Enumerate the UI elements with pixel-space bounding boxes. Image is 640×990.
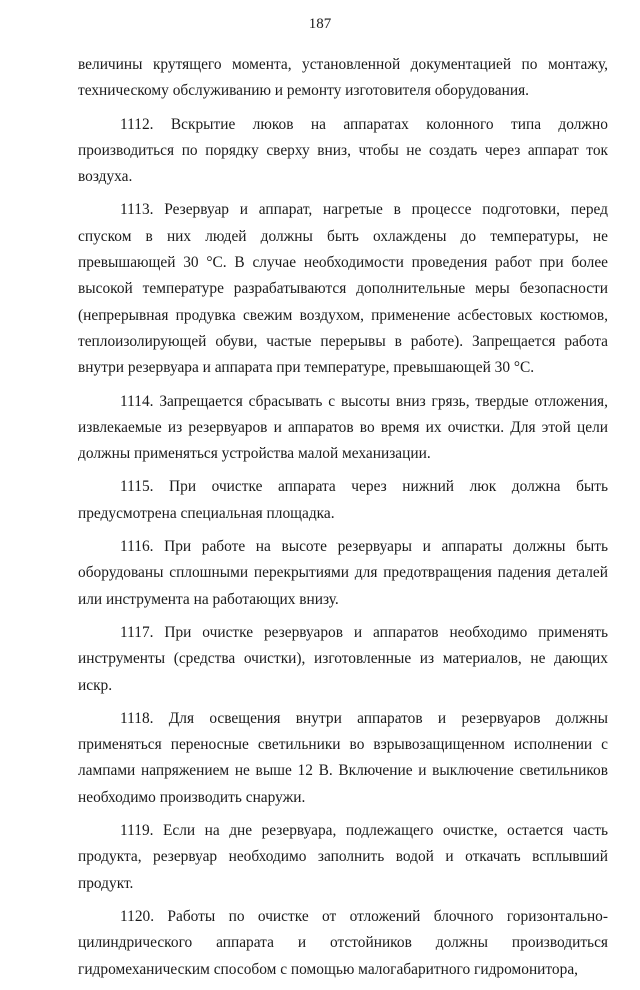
paragraph-1114: 1114. Запрещается сбрасывать с высоты вниз грязь, твердые отложения, извлекаемые из резервуаров и аппаратов во время их очистки. Для этой цели должны применяться устройства малой механизации. [78, 392, 608, 463]
paragraph-1118: 1118. Для освещения внутри аппаратов и резервуаров должны применяться переносные светильники во взрывозащищенном исполнении с лампами напряжением не выше 12 В. Включение и выключение светильников необходимо производить снаружи. [78, 709, 608, 806]
paragraph-1116: 1116. При работе на высоте резервуары и аппараты должны быть оборудованы сплошными перекрытиями для предотвращения падения деталей или инструмента на работающих внизу. [78, 538, 608, 608]
paragraph-1112: 1112. Вскрытие люков на аппаратах колонного типа должно производиться по порядку сверху вниз, чтобы не создать через аппарат ток воздуха. [78, 115, 608, 186]
page-body [78, 52, 608, 990]
paragraph-1120: 1120. Работы по очистке от отложений блочного горизонтально-цилиндрического аппарата и отстойников должны производиться гидромеханическим способом с помощью малогабаритного гидромонитора, [78, 907, 608, 978]
paragraph-1119: 1119. Если на дне резервуара, подлежащего очистке, остается часть продукта, резервуар необходимо заполнить водой и откачать всплывший продукт. [78, 822, 608, 892]
paragraph-1113: 1113. Резервуар и аппарат, нагретые в процессе подготовки, перед спуском в них людей должны быть охлаждены до температуры, не превышающей 30 °С. В случае необходимости проведения работ при более высокой температуре разрабатываются дополнительные меры безопасности (непрерывная продувка свежим воздухом, применение асбестовых костюмов, теплоизолирующей обуви, частые перерывы в работе). Запрещается работа внутри резервуара и аппарата при температуре, превышающей 30 °С. [78, 201, 608, 377]
paragraph-1117: 1117. При очистке резервуаров и аппаратов необходимо применять инструменты (средства очистки), изготовленные из материалов, не дающих искр. [78, 623, 608, 694]
page-number: 187 [308, 16, 332, 32]
paragraph-1115: 1115. При очистке аппарата через нижний люк должна быть предусмотрена специальная площадка. [78, 478, 608, 522]
paragraph-continuation: величины крутящего момента, установленной документацией по монтажу, техническому обслуживанию и ремонту изготовителя оборудования. [78, 56, 608, 100]
